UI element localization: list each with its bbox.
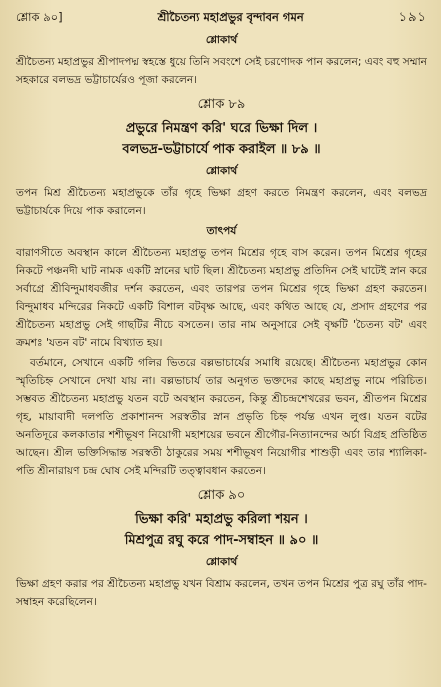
purport-paragraph: বারাণসীতে অবস্থান কালে শ্রীচৈতন্য মহাপ্রভু তপন মিশ্রের গৃহে বাস করেন। তপন মিশ্রের গৃহের নিকটে পঞ্চনদী ঘাট নামক একটি স্নানের ঘাট ছিল। শ্রীচৈতন্য মহাপ্রভু প্রতিদিন সেই ঘাটেই স্নান করে সর্বাগ্রে শ্রীবিন্দুমাধবজীর দর্শন করতেন, এবং তারপর তপন মিশ্রের গৃহে ভিক্ষা গ্রহণ করতেন। বিন্দুমাধব মন্দিরের নিকটে একটি বিশাল বটবৃক্ষ আছে, এবং কথিত আছে যে, প্রসাদ গ্রহণের পর শ্রীচৈতন্য মহাপ্রভু সেই গাছটির নীচে বসতেন। তার নাম অনুসারে সেই বৃক্ষটি 'চৈতন্য বট' এবং ক্রমশঃ 'যতন বট' নামে বিখ্যাত হয়। [16,247,427,349]
verse-line: ভিক্ষা করি' মহাপ্রভু করিলা শয়ন । [135,512,308,527]
translation-label: শ্লোকার্থ [205,34,238,46]
header-verse-ref: শ্লোক ৯০] [16,10,63,24]
translation-text: শ্রীচৈতন্য মহাপ্রভুর শ্রীপাদপদ্ম স্বহস্তে ধুয়ে তিনি সবংশে সেই চরণোদক পান করলেন; এবং বহু সম্মান সহকারে বলভদ্র ভট্টাচার্যেরও পূজা করলেন। [16,56,427,86]
page-header [16,8,427,29]
purport-paragraph: বর্তমানে, সেখানে একটি গলির ভিতরে বল্লভাচার্যের সমাধি রয়েছে। শ্রীচৈতন্য মহাপ্রভুর কোন স্মৃতিচিহ্ন সেখানে দেখা যায় না। বল্লভাচার্য তার অনুগত ভক্তদের কাছে মহাপ্রভু নামে পরিচিত। সম্ভবত শ্রীচৈতন্য মহাপ্রভু যতন বটে অবস্থান করতেন, কিন্তু শ্রীচন্দ্রশেখরের ভবন, শ্রীতপন মিশ্রের গৃহ, মায়াবাদী দলপতি প্রকাশানন্দ সরস্বতীর স্নান প্রভৃতি চিহ্ন পর্যন্ত এখন লুপ্ত। যতন বটের অনতিদূরে কলকাতার শশীভূষণ নিয়োগী মহাশয়ের ভবনে শ্রীগৌর-নিত্যানন্দের অর্চা বিগ্রহ প্রতিষ্ঠিত আছেন। শ্রীল ভক্তিসিদ্ধান্ত সরস্বতী ঠাকুরের সময় শশীভূষণ নিয়োগীর শাশুড়ী এবং তার শ্যালিকা-পতি শ্রীনারায়ণ চন্দ্র ঘোষ সেই মন্দিরটি তত্ত্বাবধান করতেন। [16,357,427,477]
translation-label: শ্লোকার্থ [205,165,238,177]
translation-text: ভিক্ষা গ্রহণ করার পর শ্রীচৈতন্য মহাপ্রভু যখন বিশ্রাম করলেন, তখন তপন মিশ্রের পুত্র রঘু তাঁর পাদ-সম্বাহন করেছিলেন। [16,578,427,608]
header-chapter-title: শ্রীচৈতন্য মহাপ্রভুর বৃন্দাবন গমন [157,10,304,24]
verse-line: প্রভুরে নিমন্ত্রণ করি' ঘরে ভিক্ষা দিল । [125,121,318,136]
purport-label: তাৎপর্য [206,225,237,237]
verse-line: মিশ্রপুত্র রঘু করে পাদ-সম্বাহন ॥ ৯০ ॥ [124,533,319,548]
verse-heading: শ্লোক ৯০ [197,488,246,503]
verse-line: বলভদ্র-ভট্টাচার্যে পাক করাইল ॥ ৮৯ ॥ [122,142,321,157]
page-number: ১৯১ [398,10,427,25]
verse-heading: শ্লোক ৮৯ [197,97,246,112]
translation-text: তপন মিশ্র শ্রীচৈতন্য মহাপ্রভুকে তাঁর গৃহে ভিক্ষা গ্রহণ করতে নিমন্ত্রণ করলেন, এবং বলভদ্র ভট্টাচার্যকে দিয়ে পাক করালেন। [16,187,427,217]
translation-label: শ্লোকার্থ [205,556,238,568]
